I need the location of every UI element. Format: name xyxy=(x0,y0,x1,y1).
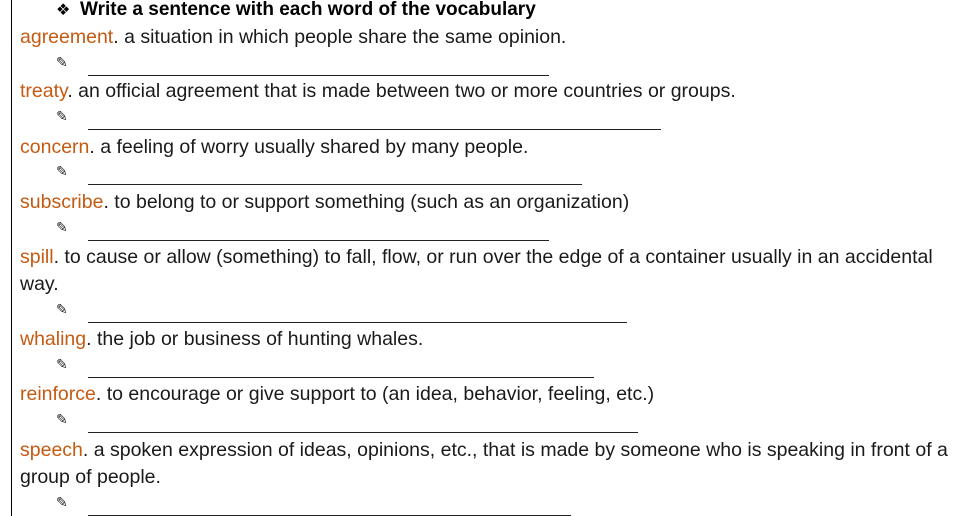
pencil-icon: ✎ xyxy=(56,412,68,428)
vocab-entry-agreement xyxy=(20,24,959,51)
vocab-word: reinforce xyxy=(20,383,96,405)
vocab-entry-whaling xyxy=(20,326,959,353)
answer-blank[interactable] xyxy=(88,184,582,185)
answer-line-subscribe[interactable] xyxy=(56,221,556,241)
answer-blank[interactable] xyxy=(88,240,549,241)
answer-blank[interactable] xyxy=(88,129,661,130)
instruction-heading xyxy=(56,0,536,20)
pencil-icon: ✎ xyxy=(56,302,68,318)
pencil-icon: ✎ xyxy=(56,164,68,180)
vocab-definition: . to belong to or support something (such as an organization) xyxy=(103,191,630,213)
vocab-word: whaling xyxy=(20,328,87,350)
vocab-entry-treaty xyxy=(20,78,959,105)
pencil-icon: ✎ xyxy=(56,220,68,236)
vocab-word: treaty xyxy=(20,80,68,102)
vocab-entry-speech xyxy=(20,437,959,491)
page-left-border xyxy=(11,0,12,516)
vocab-word: subscribe xyxy=(20,191,104,213)
vocab-word: concern xyxy=(20,136,90,158)
vocab-definition: . a situation in which people share the same opinion. xyxy=(113,26,567,48)
vocab-definition: . to encourage or give support to (an idea, behavior, feeling, etc.) xyxy=(95,383,655,405)
pencil-icon: ✎ xyxy=(56,109,68,125)
answer-line-spill[interactable] xyxy=(56,303,631,323)
diamond-bullet-icon: ❖ xyxy=(56,2,71,19)
vocab-entry-reinforce xyxy=(20,381,959,408)
answer-blank[interactable] xyxy=(88,377,594,378)
vocab-word: agreement xyxy=(20,26,114,48)
pencil-icon: ✎ xyxy=(56,357,68,373)
pencil-icon: ✎ xyxy=(56,55,68,71)
answer-line-concern[interactable] xyxy=(56,165,586,185)
vocab-word: speech xyxy=(20,439,83,461)
vocab-word: spill xyxy=(20,246,54,268)
vocab-entry-spill xyxy=(20,244,959,298)
vocab-definition: . a feeling of worry usually shared by many people. xyxy=(89,136,529,158)
instruction-text: Write a sentence with each word of the vocabulary xyxy=(80,0,536,20)
answer-blank[interactable] xyxy=(88,322,627,323)
vocab-definition: . the job or business of hunting whales. xyxy=(86,328,424,350)
answer-line-treaty[interactable] xyxy=(56,110,666,130)
answer-line-reinforce[interactable] xyxy=(56,413,641,433)
vocab-entry-subscribe xyxy=(20,189,959,216)
answer-line-agreement[interactable] xyxy=(56,56,556,76)
pencil-icon: ✎ xyxy=(56,495,68,511)
answer-line-speech[interactable] xyxy=(56,496,576,516)
vocab-entry-concern xyxy=(20,134,959,161)
vocab-definition: . a spoken expression of ideas, opinions, etc., that is made by someone who is speaking in front of a group of people. xyxy=(20,439,948,488)
vocab-definition: . an official agreement that is made between two or more countries or groups. xyxy=(67,80,736,102)
answer-blank[interactable] xyxy=(88,432,638,433)
answer-line-whaling[interactable] xyxy=(56,358,596,378)
vocab-definition: . to cause or allow (something) to fall, flow, or run over the edge of a container usually in an accidental way. xyxy=(20,246,933,295)
answer-blank[interactable] xyxy=(88,75,549,76)
